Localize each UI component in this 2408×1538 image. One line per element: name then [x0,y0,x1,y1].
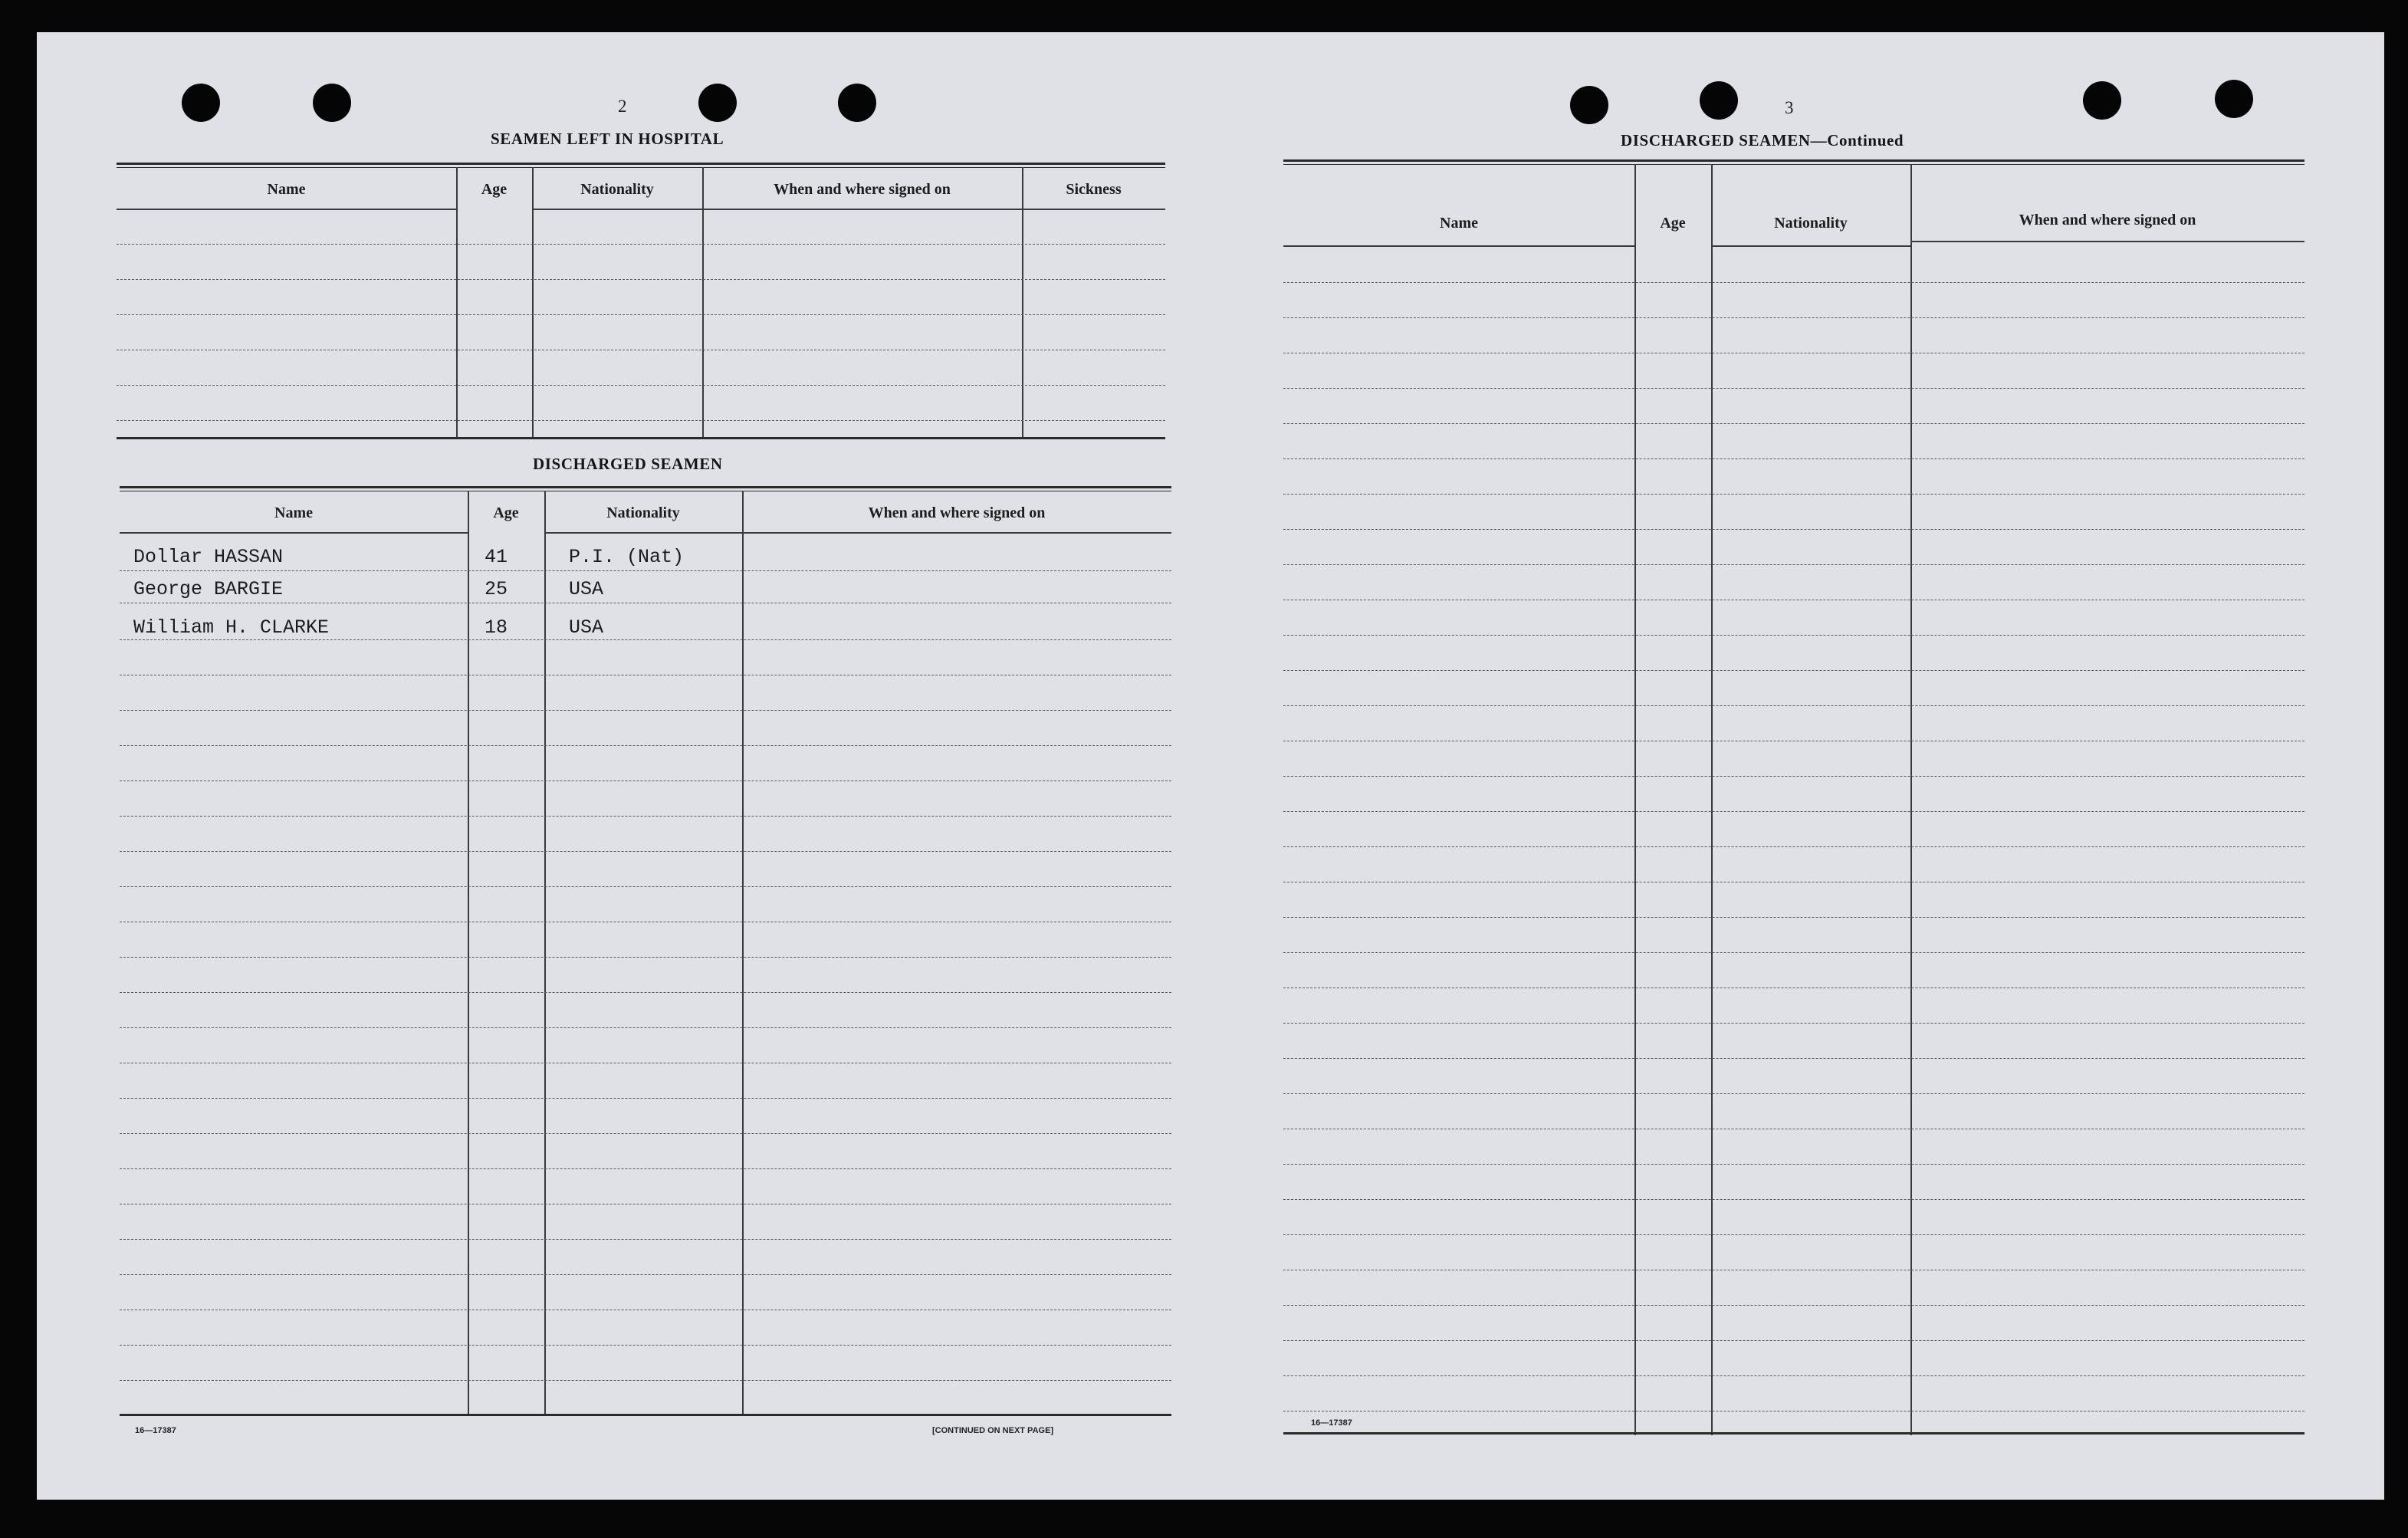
column-header-signed-on: When and where signed on [2019,212,2196,228]
punch-hole [313,84,351,122]
discharged-table [120,486,1171,1421]
column-header-nationality: Nationality [1774,215,1848,232]
column-header-nationality: Nationality [606,504,680,521]
column-header-age: Age [493,504,519,521]
seaman-name: George BARGIE [133,578,284,600]
discharged-continued-table [1283,159,2305,1440]
seaman-nationality: P.I. (Nat) [569,546,685,568]
left-page [37,32,1178,1500]
discharged-title-suffix: —Continued [1810,131,1904,150]
column-header-age: Age [1660,215,1686,232]
discharged-title-main: DISCHARGED SEAMEN [1621,131,1811,150]
discharged-continued-title [1621,131,1904,150]
seaman-age: 41 [485,546,508,568]
form-number: 16—17387 [1311,1418,1352,1428]
column-header-nationality: Nationality [580,181,654,198]
hospital-table [117,163,1165,469]
continued-note: [CONTINUED ON NEXT PAGE] [932,1426,1054,1435]
column-header-signed-on: When and where signed on [774,181,951,198]
page-number: 3 [1785,98,1794,117]
seaman-age: 25 [485,578,508,600]
seaman-nationality: USA [569,578,604,600]
punch-hole [2083,81,2121,120]
seaman-age: 18 [485,616,508,639]
page-number: 2 [618,97,627,116]
column-header-age: Age [481,181,508,198]
hospital-section-title: SEAMEN LEFT IN HOSPITAL [491,130,724,148]
column-header-name: Name [274,504,313,521]
punch-hole [2215,80,2253,118]
punch-hole [182,84,220,122]
punch-hole [698,84,737,122]
punch-hole [1570,86,1608,124]
column-header-name: Name [1440,215,1478,232]
column-header-signed-on: When and where signed on [868,504,1046,521]
discharged-section-title: DISCHARGED SEAMEN [533,455,723,473]
seaman-nationality: USA [569,616,604,639]
form-number: 16—17387 [135,1426,176,1435]
punch-hole [1700,81,1738,120]
punch-hole [838,84,876,122]
seaman-name: William H. CLARKE [133,616,330,639]
column-header-name: Name [267,181,306,198]
column-header-sickness: Sickness [1066,181,1122,198]
seaman-name: Dollar HASSAN [133,546,284,568]
right-page [1171,32,2384,1500]
